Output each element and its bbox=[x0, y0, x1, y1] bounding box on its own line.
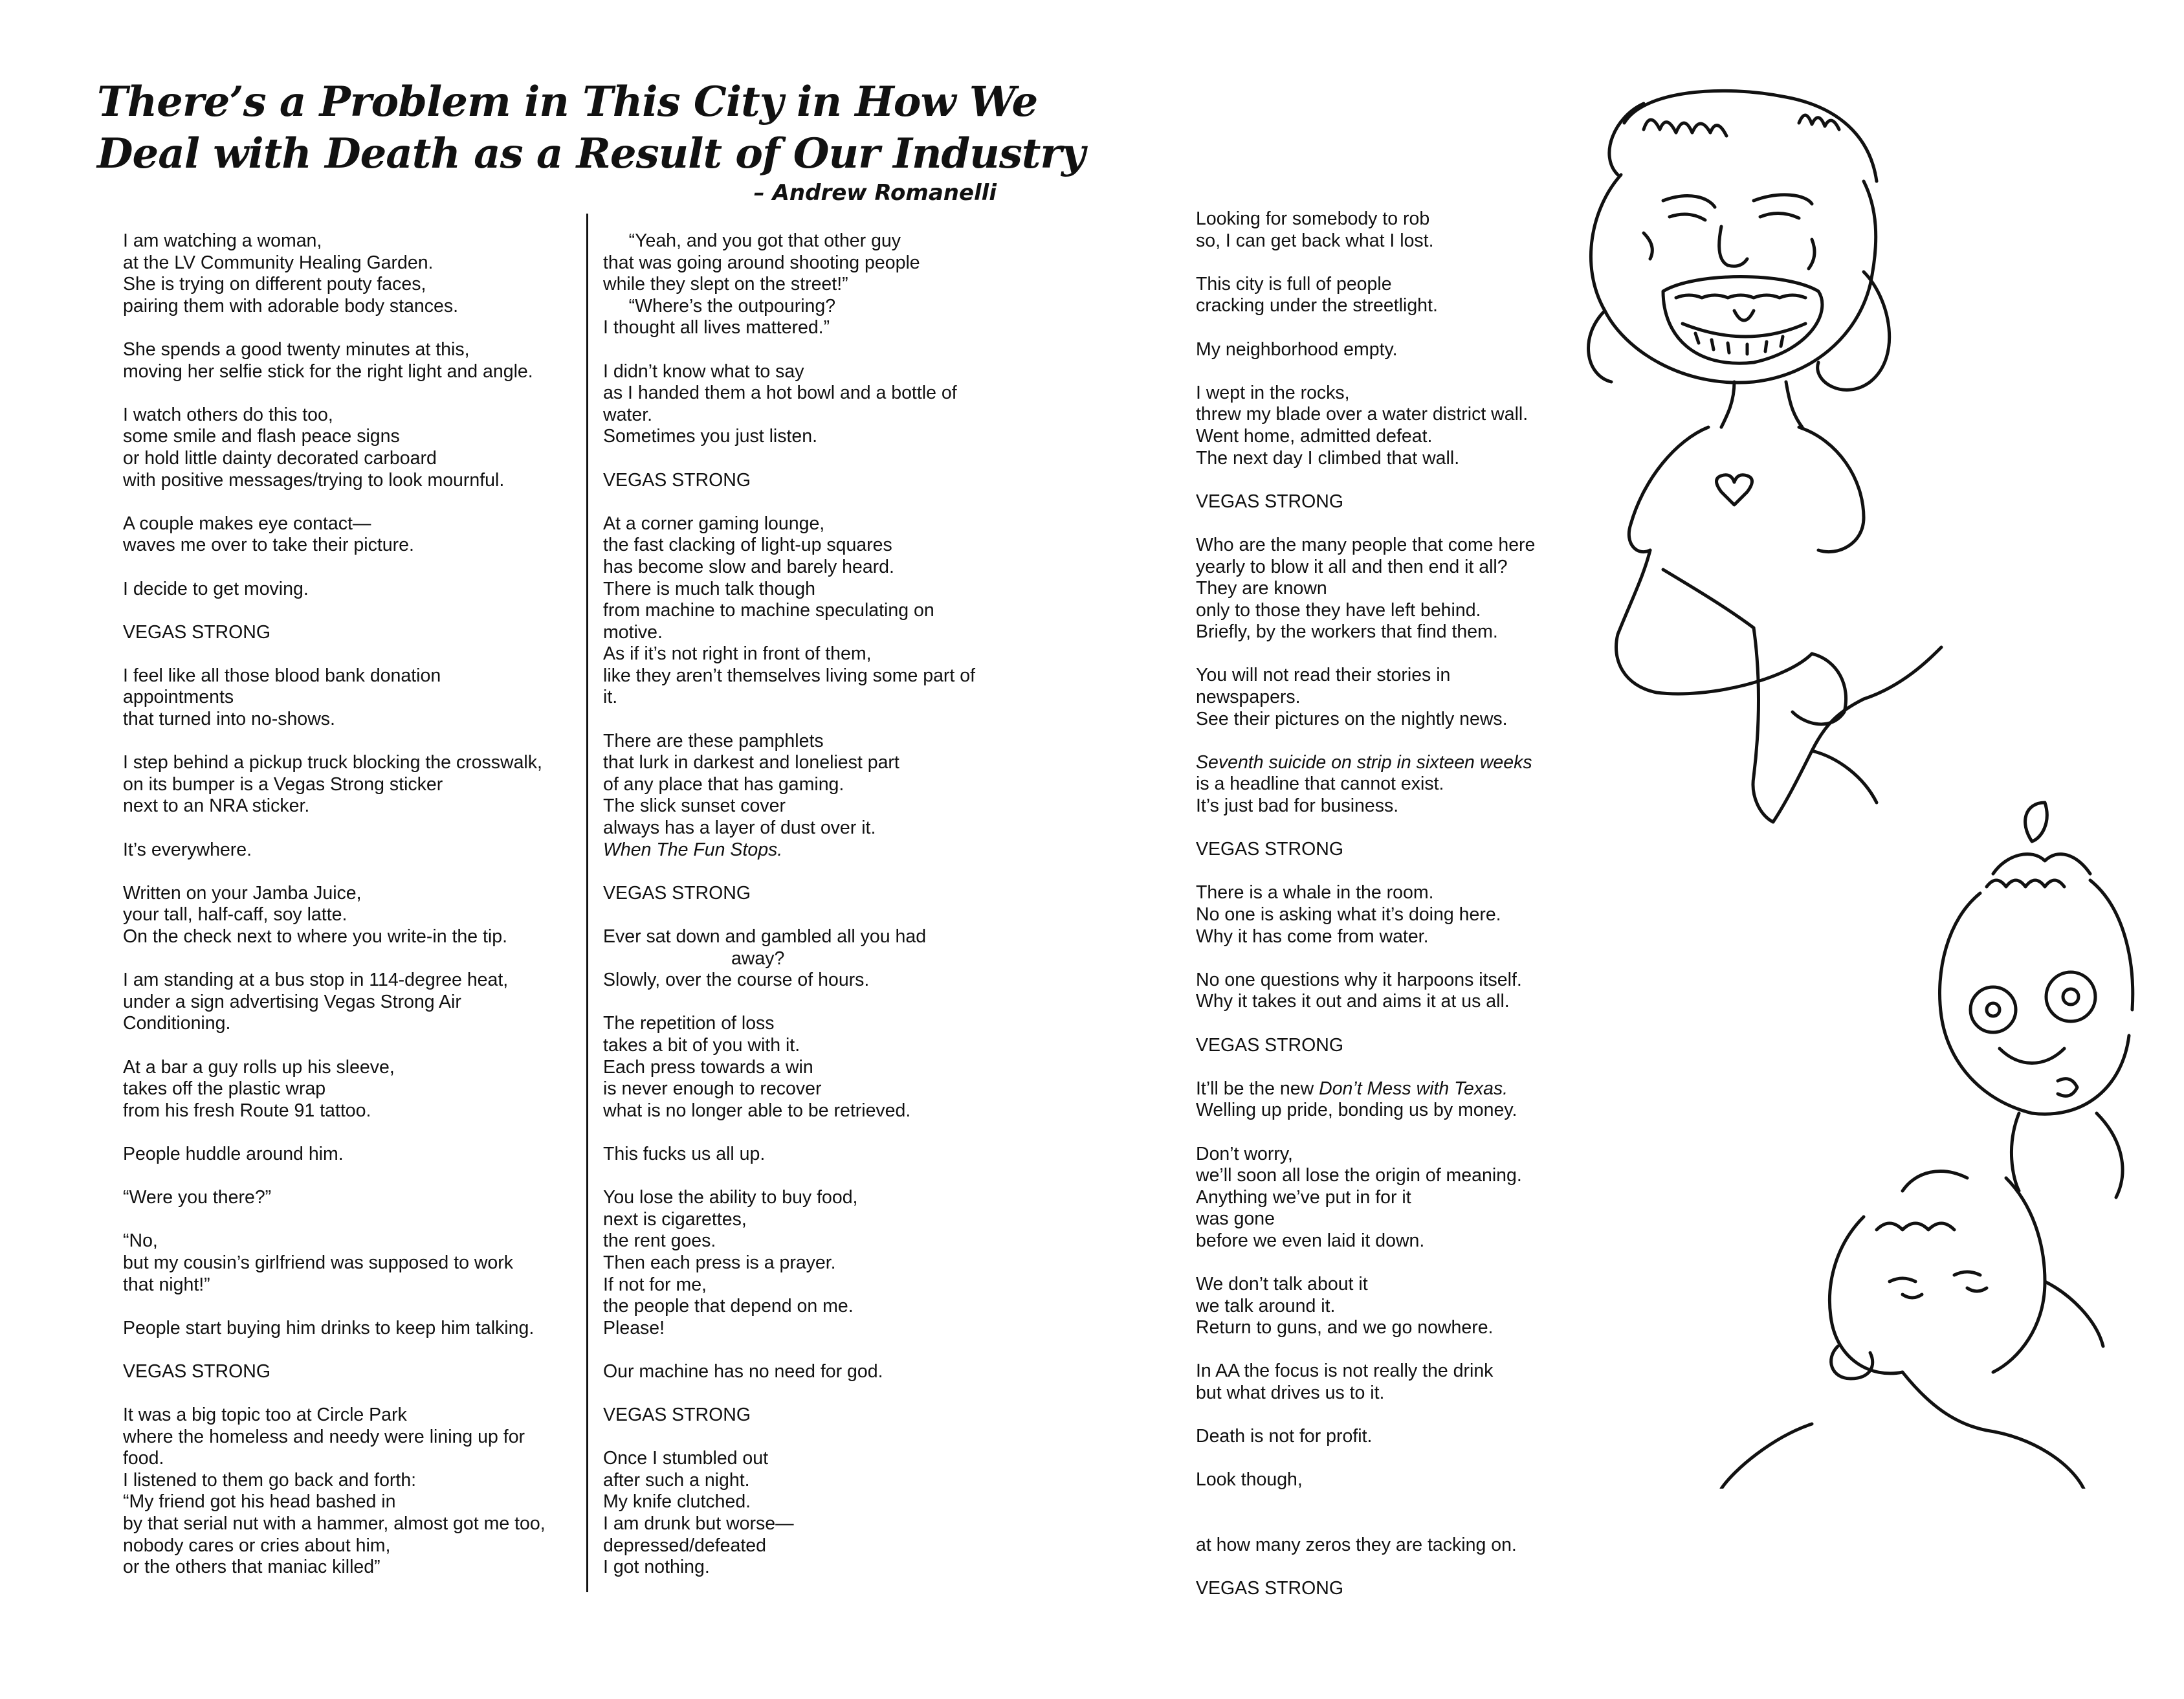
poem-line: while they slept on the street!” bbox=[603, 274, 848, 295]
poem-line bbox=[603, 709, 975, 731]
poem-line bbox=[123, 1166, 546, 1188]
poem-line: I wept in the rocks, bbox=[1196, 382, 1350, 403]
poem-line: When The Fun Stops. bbox=[603, 839, 783, 860]
poem-line bbox=[123, 817, 546, 839]
poem-line bbox=[123, 491, 546, 513]
poem-line: water. bbox=[603, 404, 653, 425]
poem-line: the rent goes. bbox=[603, 1230, 716, 1252]
poem-line: Ever sat down and gambled all you had bbox=[603, 926, 927, 947]
seated-body-drawing bbox=[1616, 382, 1942, 822]
poem-line bbox=[123, 731, 546, 753]
poem-line: from machine to machine speculating on bbox=[603, 600, 934, 621]
poem-line: I listened to them go back and forth: bbox=[123, 1469, 417, 1491]
poem-line: but my cousin’s girlfriend was supposed to work bbox=[123, 1252, 514, 1273]
poem-line: that turned into no-shows. bbox=[123, 709, 335, 730]
poem-line: newspapers. bbox=[1196, 687, 1301, 708]
poem-line: In AA the focus is not really the drink bbox=[1196, 1360, 1494, 1382]
poem-line: See their pictures on the nightly news. bbox=[1196, 708, 1508, 729]
poem-line: Welling up pride, bonding us by money. bbox=[1196, 1100, 1517, 1121]
poem-line bbox=[603, 1166, 975, 1188]
poem-line: your tall, half-caff, soy latte. bbox=[123, 904, 347, 926]
poem-line: Went home, admitted defeat. bbox=[1196, 425, 1433, 447]
poem-line: There are these pamphlets bbox=[603, 730, 824, 751]
poem-line bbox=[603, 491, 975, 513]
poem-line: at how many zeros they are tacking on. bbox=[1196, 1535, 1517, 1556]
poem-line: You will not read their stories in bbox=[1196, 665, 1451, 686]
poem-line: that night!” bbox=[123, 1274, 210, 1295]
poem-line bbox=[123, 643, 546, 665]
poem-line: Once I stumbled out bbox=[603, 1448, 769, 1469]
poem-line: so, I can get back what I lost. bbox=[1196, 230, 1434, 251]
crowd-faces-drawing bbox=[1721, 803, 2133, 1489]
poem-line: This city is full of people bbox=[1196, 273, 1392, 294]
poem-line: I am drunk but worse— bbox=[603, 1513, 794, 1535]
poem-line: Written on your Jamba Juice, bbox=[123, 882, 362, 904]
poem-line: On the check next to where you write-in the tip. bbox=[123, 926, 508, 947]
poem-line: People start buying him drinks to keep him talking. bbox=[123, 1317, 535, 1338]
poem-line: People huddle around him. bbox=[123, 1143, 344, 1164]
author-byline: – Andrew Romanelli bbox=[753, 180, 997, 206]
poem-line: Why it takes it out and aims it at us all. bbox=[1196, 991, 1510, 1012]
poem-line: nobody cares or cries about him, bbox=[123, 1535, 391, 1556]
poem-line: No one questions why it harpoons itself. bbox=[1196, 969, 1522, 990]
poem-line bbox=[123, 861, 546, 883]
poem-line: VEGAS STRONG bbox=[123, 621, 271, 643]
poem-line: only to those they have left behind. bbox=[1196, 599, 1481, 621]
poem-line: we’ll soon all lose the origin of meaning. bbox=[1196, 1165, 1522, 1186]
poem-line: Anything we’ve put in for it bbox=[1196, 1186, 1411, 1208]
poem-line bbox=[123, 557, 546, 579]
poem-line: where the homeless and needy were lining up for bbox=[123, 1426, 525, 1447]
poem-line: of any place that has gaming. bbox=[603, 773, 844, 795]
poem-line: or the others that maniac killed” bbox=[123, 1557, 381, 1578]
poem-line: or hold little dainty decorated carboard bbox=[123, 447, 437, 469]
title-line-1: There’s a Problem in This City in How We bbox=[97, 78, 1038, 126]
poem-line: Slowly, over the course of hours. bbox=[603, 970, 870, 991]
poem-line: depressed/defeated bbox=[603, 1535, 766, 1556]
poem-line: I watch others do this too, bbox=[123, 404, 333, 425]
poem-line bbox=[603, 448, 975, 470]
poem-line bbox=[1196, 1557, 1535, 1579]
poem-line: At a corner gaming lounge, bbox=[603, 513, 825, 534]
poem-line: VEGAS STRONG bbox=[1196, 1578, 1344, 1599]
poem-line: Who are the many people that come here bbox=[1196, 534, 1536, 555]
poem-line: is a headline that cannot exist. bbox=[1196, 773, 1444, 795]
poem-line: waves me over to take their picture. bbox=[123, 535, 414, 556]
poem-line: that lurk in darkest and loneliest part bbox=[603, 752, 899, 773]
poem-line: The next day I climbed that wall. bbox=[1196, 447, 1460, 469]
poem-line: It’ll be the new Don’t Mess with Texas. bbox=[1196, 1078, 1508, 1099]
poem-line bbox=[123, 1383, 546, 1405]
poem-line: VEGAS STRONG bbox=[603, 469, 751, 491]
poem-line: next is cigarettes, bbox=[603, 1208, 747, 1230]
poem-line bbox=[123, 1296, 546, 1318]
poem-line bbox=[123, 1339, 546, 1361]
poem-line bbox=[123, 1209, 546, 1231]
poem-line: The slick sunset cover bbox=[603, 795, 786, 817]
poem-line: Briefly, by the workers that find them. bbox=[1196, 621, 1498, 643]
poem-line: what is no longer able to be retrieved. bbox=[603, 1100, 911, 1121]
poem-line: Then each press is a prayer. bbox=[603, 1252, 836, 1273]
poem-line bbox=[603, 1339, 975, 1361]
poem-line: on its bumper is a Vegas Strong sticker bbox=[123, 773, 443, 795]
poem-line bbox=[123, 600, 546, 622]
poem-line: My neighborhood empty. bbox=[1196, 339, 1398, 360]
poem-line: Return to guns, and we go nowhere. bbox=[1196, 1317, 1494, 1338]
poem-line: VEGAS STRONG bbox=[1196, 839, 1344, 860]
poem-line: I feel like all those blood bank donation bbox=[123, 665, 441, 686]
poem-line bbox=[603, 339, 975, 361]
poem-line: There is a whale in the room. bbox=[1196, 882, 1434, 904]
poem-line bbox=[603, 1122, 975, 1144]
poem-line: some smile and flash peace signs bbox=[123, 426, 400, 447]
poem-line: after such a night. bbox=[603, 1469, 750, 1491]
poem-line: This fucks us all up. bbox=[603, 1143, 766, 1164]
poem-line: Looking for somebody to rob bbox=[1196, 208, 1430, 229]
poem-line: She is trying on different pouty faces, bbox=[123, 274, 426, 295]
poem-line: I step behind a pickup truck blocking the crosswalk, bbox=[123, 752, 542, 773]
poem-line: There is much talk though bbox=[603, 578, 815, 599]
poem-line: with positive messages/trying to look mournful. bbox=[123, 469, 505, 491]
poem-line: takes a bit of you with it. bbox=[603, 1034, 800, 1056]
poem-line: by that serial nut with a hammer, almost got me too, bbox=[123, 1513, 546, 1535]
poem-line: It’s just bad for business. bbox=[1196, 795, 1399, 817]
poem-line: My knife clutched. bbox=[603, 1491, 751, 1513]
poem-column-1 bbox=[123, 230, 546, 1579]
poem-line bbox=[603, 1383, 975, 1405]
poem-line: The repetition of loss bbox=[603, 1013, 775, 1034]
poem-line: as I handed them a hot bowl and a bottle of bbox=[603, 383, 957, 404]
poem-line bbox=[123, 317, 546, 339]
poem-line: It’s everywhere. bbox=[123, 839, 252, 860]
poem-line: VEGAS STRONG bbox=[1196, 1034, 1344, 1056]
ink-illustration bbox=[1450, 78, 2135, 1489]
poem-line bbox=[1196, 1513, 1535, 1535]
poem-line: VEGAS STRONG bbox=[1196, 491, 1344, 512]
poem-line: VEGAS STRONG bbox=[603, 882, 751, 904]
poem-line: “Yeah, and you got that other guy bbox=[603, 230, 901, 251]
poem-line: Why it has come from water. bbox=[1196, 926, 1429, 947]
poem-line: moving her selfie stick for the right light and angle. bbox=[123, 361, 533, 382]
poem-line: from his fresh Route 91 tattoo. bbox=[123, 1100, 371, 1121]
poem-line bbox=[603, 861, 975, 883]
poem-line: motive. bbox=[603, 621, 663, 643]
poem-line bbox=[603, 1427, 975, 1449]
column-divider bbox=[586, 214, 588, 1592]
poem-line: pairing them with adorable body stances. bbox=[123, 295, 459, 316]
poem-line: at the LV Community Healing Garden. bbox=[123, 252, 434, 273]
poem-line: appointments bbox=[123, 687, 234, 708]
poem-line: was gone bbox=[1196, 1208, 1275, 1230]
poem-line: cracking under the streetlight. bbox=[1196, 295, 1438, 316]
poem-line: A couple makes eye contact— bbox=[123, 513, 371, 534]
poem-line: If not for me, bbox=[603, 1274, 707, 1295]
poem-line: VEGAS STRONG bbox=[123, 1360, 271, 1382]
poem-line: VEGAS STRONG bbox=[603, 1405, 751, 1426]
poem-line: You lose the ability to buy food, bbox=[603, 1187, 858, 1208]
poem-line: “My friend got his head bashed in bbox=[123, 1491, 396, 1513]
poem-line: it. bbox=[603, 687, 618, 708]
poem-line bbox=[1196, 1491, 1535, 1513]
poem-line: Seventh suicide on strip in sixteen weeks bbox=[1196, 751, 1532, 773]
poem-line: but what drives us to it. bbox=[1196, 1383, 1385, 1404]
poem-title bbox=[97, 76, 1085, 180]
poem-line: I didn’t know what to say bbox=[603, 361, 804, 382]
poem-line: has become slow and barely heard. bbox=[603, 556, 894, 577]
poem-line: we talk around it. bbox=[1196, 1295, 1336, 1316]
poem-line bbox=[123, 383, 546, 405]
poem-line: Don’t worry, bbox=[1196, 1143, 1293, 1164]
poem-line: Our machine has no need for god. bbox=[603, 1360, 883, 1382]
laughing-face-drawing bbox=[1589, 91, 1890, 390]
poem-line: the fast clacking of light-up squares bbox=[603, 535, 892, 556]
poem-line: No one is asking what it’s doing here. bbox=[1196, 904, 1501, 925]
poem-line bbox=[603, 904, 975, 926]
poem-line: “Were you there?” bbox=[123, 1187, 272, 1208]
poem-line: food. bbox=[123, 1448, 164, 1469]
poem-line bbox=[123, 1122, 546, 1144]
poem-line: “Where’s the outpouring? bbox=[603, 295, 836, 316]
poem-line: next to an NRA sticker. bbox=[123, 795, 310, 817]
poem-line: I am standing at a bus stop in 114-degree heat, bbox=[123, 970, 509, 991]
poem-line: I am watching a woman, bbox=[123, 230, 322, 251]
poem-line bbox=[603, 992, 975, 1014]
poem-line: the people that depend on me. bbox=[603, 1296, 854, 1317]
poem-line: At a bar a guy rolls up his sleeve, bbox=[123, 1056, 395, 1078]
poem-line bbox=[123, 948, 546, 970]
poem-line: yearly to blow it all and then end it all? bbox=[1196, 556, 1508, 577]
poem-line: Conditioning. bbox=[123, 1013, 231, 1034]
poem-line: Each press towards a win bbox=[603, 1056, 813, 1078]
title-line-2: Deal with Death as a Result of Our Industry bbox=[97, 129, 1085, 178]
poem-line: It was a big topic too at Circle Park bbox=[123, 1405, 407, 1426]
poem-line: We don’t talk about it bbox=[1196, 1274, 1368, 1295]
poem-line: away? bbox=[603, 948, 785, 969]
poem-line: before we even laid it down. bbox=[1196, 1230, 1425, 1251]
poem-line: Please! bbox=[603, 1317, 665, 1338]
poem-line: Sometimes you just listen. bbox=[603, 426, 818, 447]
poem-line: threw my blade over a water district wall. bbox=[1196, 404, 1528, 425]
poem-line: They are known bbox=[1196, 578, 1327, 599]
poem-line: Look though, bbox=[1196, 1469, 1303, 1491]
poem-line: “No, bbox=[123, 1230, 158, 1252]
poem-line: I thought all lives mattered.” bbox=[603, 317, 830, 339]
poem-line: under a sign advertising Vegas Strong Air bbox=[123, 991, 461, 1012]
poem-line: As if it’s not right in front of them, bbox=[603, 643, 872, 665]
poem-line: like they aren’t themselves living some part of bbox=[603, 665, 976, 686]
poem-line: She spends a good twenty minutes at this, bbox=[123, 339, 470, 360]
poem-line bbox=[123, 1035, 546, 1057]
poem-line: takes off the plastic wrap bbox=[123, 1078, 326, 1100]
poem-line: always has a layer of dust over it. bbox=[603, 817, 876, 839]
poem-line: Death is not for profit. bbox=[1196, 1426, 1373, 1447]
poem-line: I got nothing. bbox=[603, 1557, 710, 1578]
poem-column-2 bbox=[603, 230, 975, 1579]
poem-line: I decide to get moving. bbox=[123, 578, 309, 599]
poem-line: is never enough to recover bbox=[603, 1078, 822, 1100]
poem-line: that was going around shooting people bbox=[603, 252, 920, 273]
